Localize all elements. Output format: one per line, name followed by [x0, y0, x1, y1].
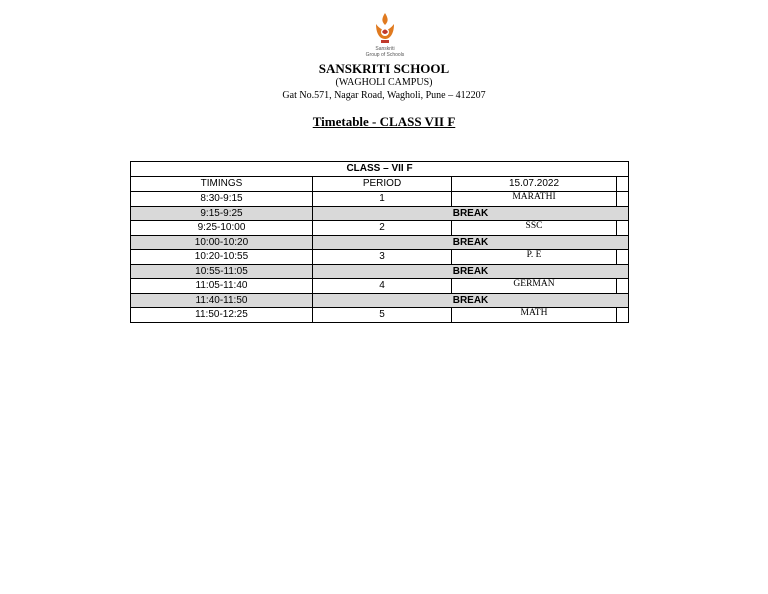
timetable-title — [0, 114, 768, 130]
break-row-time: 10:00-10:20 — [130, 235, 313, 250]
logo-text-sanskriti: Sanskriti — [375, 46, 395, 52]
row-time: 11:50-12:25 — [130, 307, 313, 323]
timetable-table — [130, 161, 629, 325]
row-period: 4 — [312, 278, 452, 294]
break-label — [312, 293, 629, 308]
header-period: PERIOD — [312, 176, 452, 192]
row-period: 2 — [312, 220, 452, 236]
break-row-time: 11:40-11:50 — [130, 293, 313, 308]
header-date: 15.07.2022 — [451, 176, 617, 192]
row-subject: MATH — [451, 307, 617, 323]
row-subject: GERMAN — [451, 278, 617, 294]
row-period: 3 — [312, 249, 452, 265]
row-subject: P. E — [451, 249, 617, 265]
break-label-text: BREAK — [452, 237, 489, 248]
campus-name: (WAGHOLI CAMPUS) — [335, 77, 433, 88]
school-logo — [360, 12, 410, 64]
row-period: 1 — [312, 191, 452, 207]
school-address: Gat No.571, Nagar Road, Wagholi, Pune – 412207 — [282, 90, 486, 101]
header-extra-cell — [616, 176, 629, 192]
break-label — [312, 235, 629, 250]
row-time: 8:30-9:15 — [130, 191, 313, 207]
row-subject: MARATHI — [451, 191, 617, 207]
row-extra-cell — [616, 191, 629, 207]
header-timings: TIMINGS — [130, 176, 313, 192]
sanskriti-lamp-logo-icon — [373, 12, 397, 46]
row-extra-cell — [616, 249, 629, 265]
row-extra-cell — [616, 278, 629, 294]
break-label-text: BREAK — [452, 295, 489, 306]
row-extra-cell — [616, 220, 629, 236]
table-caption: CLASS – VII F — [130, 161, 629, 177]
break-label — [312, 264, 629, 279]
school-name: SANSKRITI SCHOOL — [318, 61, 450, 76]
break-row-time: 10:55-11:05 — [130, 264, 313, 279]
break-label — [312, 206, 629, 221]
logo-text-group: Group of Schools — [365, 52, 405, 58]
row-extra-cell — [616, 307, 629, 323]
break-label-text: BREAK — [452, 208, 489, 219]
row-time: 10:20-10:55 — [130, 249, 313, 265]
row-period: 5 — [312, 307, 452, 323]
break-label-text: BREAK — [452, 266, 489, 277]
timetable-title-text: Timetable - CLASS VII F — [312, 114, 456, 129]
break-row-time: 9:15-9:25 — [130, 206, 313, 221]
row-subject: SSC — [451, 220, 617, 236]
row-time: 11:05-11:40 — [130, 278, 313, 294]
row-time: 9:25-10:00 — [130, 220, 313, 236]
